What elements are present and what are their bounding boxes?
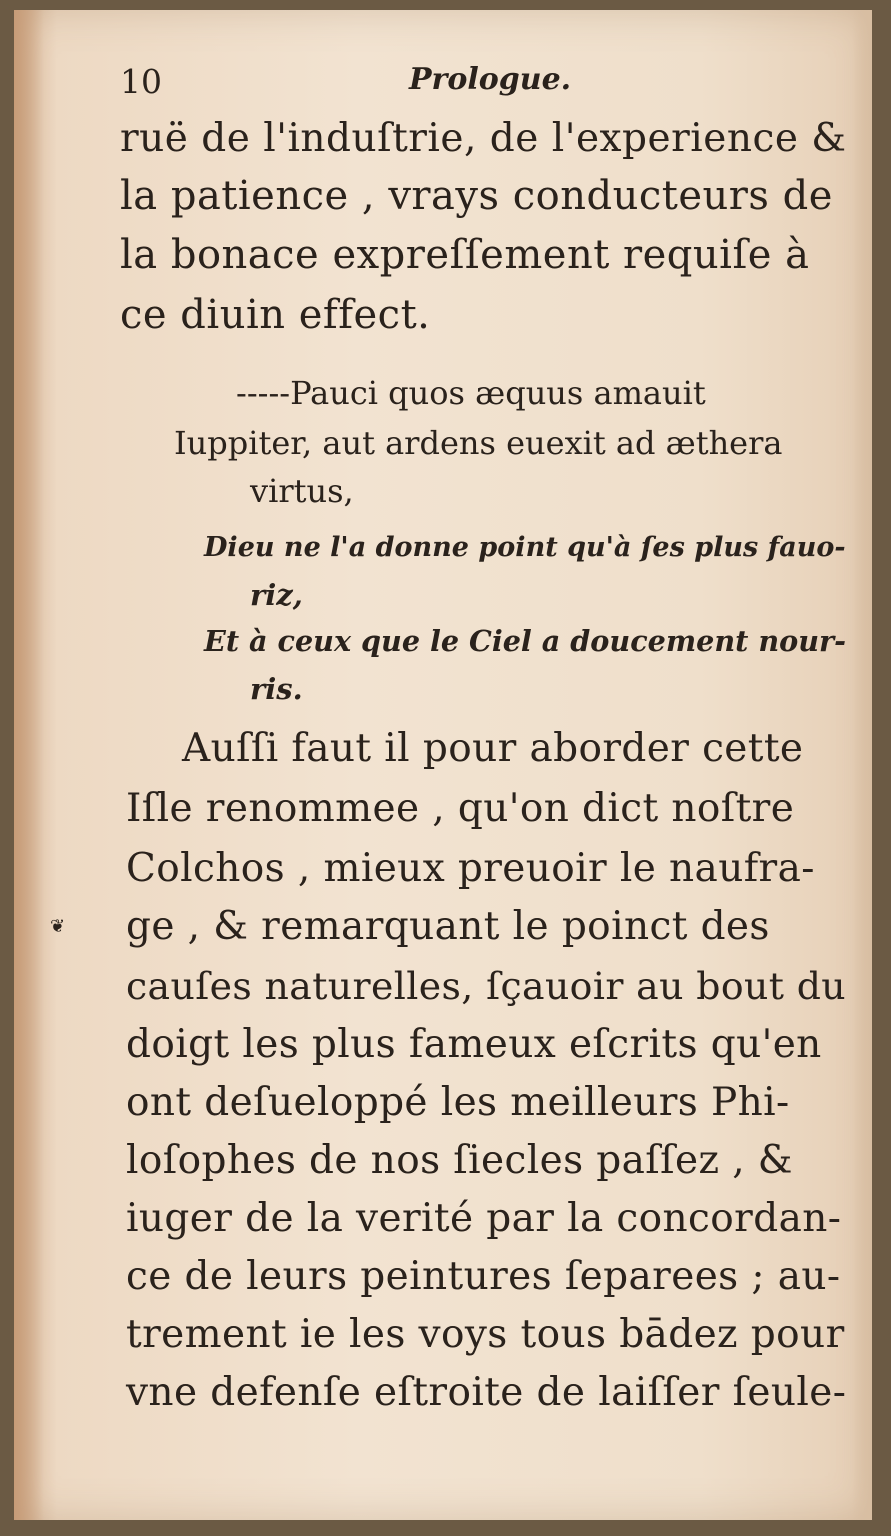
text-line: ce de leurs peintures ſeparees ; au-	[126, 1254, 841, 1299]
text-line: ce diuin effect.	[120, 292, 431, 338]
book-page	[14, 10, 872, 1520]
text-line: iuger de la verité par la concordan-	[126, 1196, 842, 1241]
text-line: trement ie les voys tous bādez pour	[126, 1312, 845, 1357]
text-line: la patience , vrays conducteurs de	[120, 173, 833, 219]
text-line: Colchos , mieux preuoir le naufra-	[126, 846, 815, 891]
verse-line: ris.	[250, 672, 303, 706]
text-line: Iſle renommee , qu'on dict noſtre	[126, 786, 795, 831]
margin-mark-icon: ❦	[50, 916, 66, 937]
text-line: la bonace expreſſement requiſe à	[120, 232, 810, 278]
quote-line: -----Pauci quos æquus amauit	[236, 374, 706, 412]
page-number: 10	[120, 62, 162, 101]
verse-line: Et à ceux que le Ciel a doucement nour-	[204, 624, 847, 658]
text-line: cauſes naturelles, ſçauoir au bout du	[126, 964, 847, 1008]
page-gutter-shadow	[14, 10, 44, 1520]
running-title: Prologue.	[409, 62, 572, 97]
text-line: ge , & remarquant le poinct des	[126, 904, 770, 949]
page-header	[14, 62, 872, 102]
verse-line: riz,	[250, 578, 303, 612]
text-line: doigt les plus fameux eſcrits qu'en	[126, 1022, 822, 1067]
page-edge-shadow	[852, 10, 872, 1520]
text-line: ruë de l'induſtrie, de l'experience &	[120, 116, 847, 161]
text-line: ont deſueloppé les meilleurs Phi-	[126, 1080, 790, 1125]
quote-line: Iuppiter, aut ardens euexit ad æthera	[174, 424, 783, 462]
text-line: Auſſi faut il pour aborder cette	[182, 726, 804, 771]
text-line: loſophes de nos ſiecles paſſez , &	[126, 1138, 793, 1183]
text-line: vne defenſe eſtroite de laiſſer ſeule-	[126, 1370, 847, 1415]
quote-line: virtus,	[250, 472, 354, 510]
verse-line: Dieu ne l'a donne point qu'à ſes plus fauo-	[204, 532, 846, 563]
